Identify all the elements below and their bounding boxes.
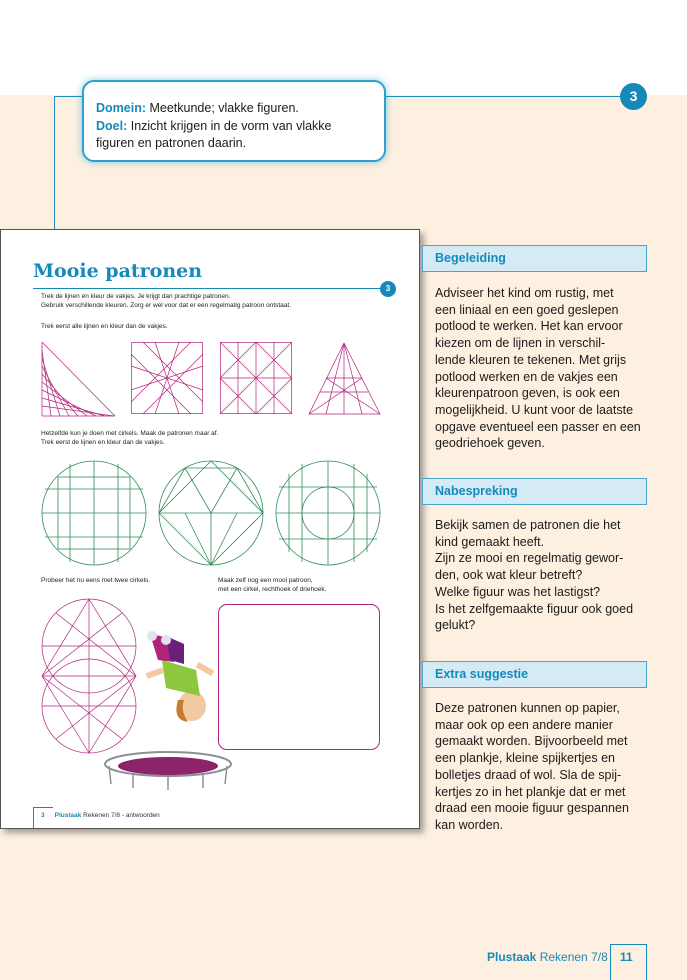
section-heading-begeleiding: Begeleiding [422, 245, 647, 272]
connector-line [54, 96, 82, 97]
connector-line [386, 96, 622, 97]
footer-brand: Plustaak [487, 950, 537, 964]
worksheet-footer-brand: Plustaak [54, 812, 82, 819]
instruction-line: Gebruik verschillende kleuren. Zorg er wel voor dat er een regelmatig patroon ontstaat. [41, 302, 292, 309]
connector-line [54, 96, 55, 229]
text-line: potlood te werken. Het kan ervoor [435, 319, 623, 334]
two-circles-figure [41, 598, 141, 754]
text-line: lende kleuren te tekenen. Met grijs [435, 352, 627, 367]
section-heading-extra-suggestie: Extra suggestie [422, 661, 647, 688]
text-line: mogelijkheid. U kunt voor de laatste [435, 402, 634, 417]
worksheet-badge: 3 [380, 281, 396, 297]
title-rule [33, 288, 385, 289]
page-footer [487, 950, 608, 964]
worksheet-footer-page: 3 [41, 812, 45, 819]
section-body-begeleiding [435, 285, 645, 452]
text-line: Zijn ze mooi en regelmatig gewor- [435, 551, 624, 566]
text-line: kleurenpatroon geven, is ook een [435, 386, 620, 401]
text-line: een plankje, kleine spijkertjes en [435, 751, 615, 766]
footer-rest: Rekenen 7/8 [536, 950, 608, 964]
curve-stitch-figure [41, 342, 116, 417]
worksheet-footer [41, 812, 160, 819]
text-line: gelukt? [435, 618, 476, 633]
step-text: met een cirkel, rechthoek of driehoek. [218, 586, 327, 593]
worksheet [0, 229, 420, 829]
text-line: kertjes zo in het plankje dat er met [435, 784, 626, 799]
page-number: 11 [620, 950, 633, 964]
girl-illustration [144, 630, 216, 725]
step-text: Hetzelfde kun je doen met cirkels. Maak de patronen maar af. [41, 430, 219, 437]
text-line: kind gemaakt heeft. [435, 534, 545, 549]
circle-fan-figure [158, 460, 264, 566]
step-text: Maak zelf nog een mooi patroon, [218, 577, 313, 584]
trampoline-illustration [103, 750, 233, 790]
text-line: Bekijk samen de patronen die het [435, 518, 621, 532]
circle-target-figure [275, 460, 381, 566]
text-line: geodriehoek geven. [435, 436, 545, 451]
square-grid-figure [220, 342, 292, 414]
worksheet-title: Mooie patronen [33, 260, 203, 282]
text-line: maar ook op een andere manier [435, 717, 613, 732]
domain-text: Meetkunde; vlakke figuren. [146, 101, 299, 115]
own-pattern-box[interactable] [218, 604, 380, 750]
step-text: Trek eerst de lijnen en kleur dan de vakjes. [41, 439, 165, 446]
text-line: opgave eventueel een passer en een [435, 419, 641, 434]
text-line: een liniaal en een goed geslepen [435, 302, 619, 317]
text-line: kiezen om de lijnen in verschil- [435, 336, 606, 351]
step-text: Trek eerst alle lijnen en kleur dan de vakjes. [41, 323, 168, 330]
worksheet-footer-rest: Rekenen 7/8 - antwoorden [81, 812, 160, 819]
section-body-extra-suggestie [435, 700, 645, 834]
section-body-nabespreking [435, 517, 645, 634]
circle-grid-figure [41, 460, 147, 566]
triangle-figure [308, 342, 381, 415]
text-line: potlood werken en de vakjes een [435, 369, 618, 384]
text-line: draad een mooie figuur gespannen [435, 801, 629, 816]
square-star-figure [131, 342, 203, 414]
text-line: den, ook wat kleur betreft? [435, 568, 583, 583]
text-line: gemaakt worden. Bijvoorbeeld met [435, 734, 628, 749]
text-line: bolletjes draad of wol. Sla de spij- [435, 767, 622, 782]
goal-box [82, 80, 386, 162]
text-line: Adviseer het kind om rustig, met [435, 286, 614, 300]
goal-label: Doel: [96, 118, 128, 133]
domain-label: Domein: [96, 101, 146, 115]
goal-text: Inzicht krijgen in de vorm van vlakke figuren en patronen daarin. [96, 118, 332, 150]
text-line: Is het zelfgemaakte figuur ook goed [435, 601, 634, 616]
lesson-number-badge: 3 [620, 83, 647, 110]
section-heading-nabespreking: Nabespreking [422, 478, 647, 505]
text-line: Deze patronen kunnen op papier, [435, 701, 620, 715]
step-text: Probeer het nu eens met twee cirkels. [41, 577, 151, 584]
instruction-line: Trek de lijnen en kleur de vakjes. Je krijgt dan prachtige patronen. [41, 293, 231, 300]
text-line: kan worden. [435, 817, 504, 832]
text-line: Welke figuur was het lastigst? [435, 584, 601, 599]
